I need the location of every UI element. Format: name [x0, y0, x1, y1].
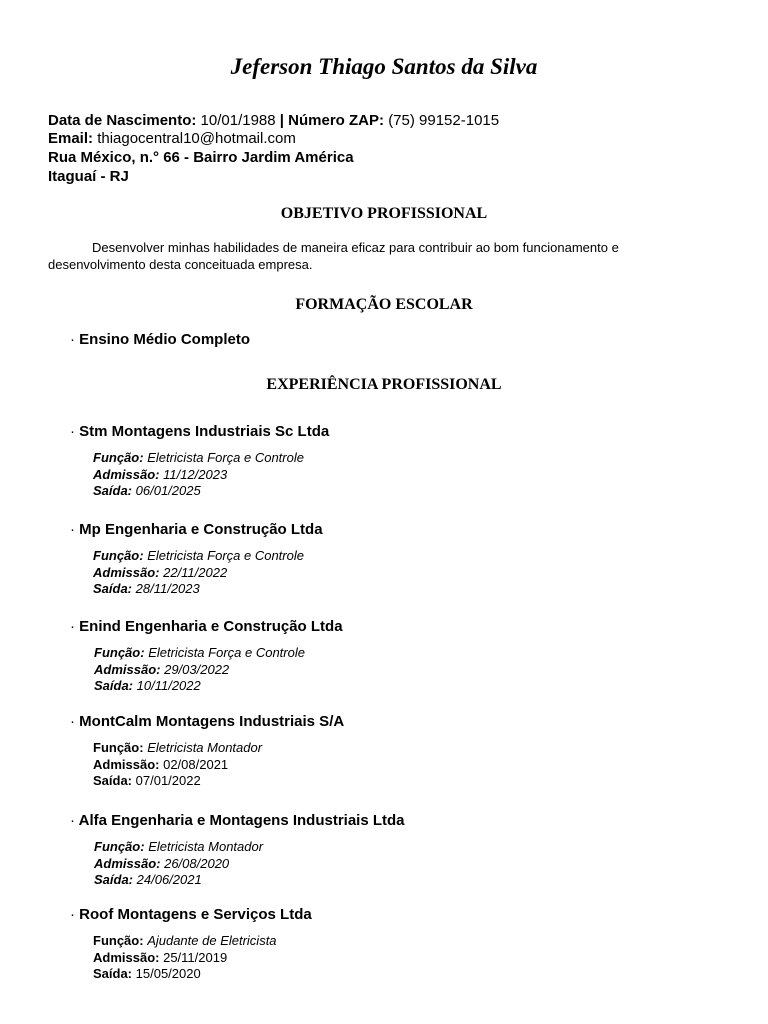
role-label: Função: [93, 548, 144, 563]
job-admission-line [93, 467, 227, 484]
education-heading: FORMAÇÃO ESCOLAR [295, 296, 473, 313]
job-exit-line [94, 678, 201, 695]
bullet: · [70, 521, 75, 538]
company-name: Roof Montagens e Serviços Ltda [79, 906, 312, 923]
company-name: Stm Montagens Industriais Sc Ltda [79, 423, 330, 440]
job-role-line [94, 839, 263, 856]
admission-label: Admissão: [94, 855, 161, 871]
job-company [70, 521, 323, 538]
birth-label: Data de Nascimento: [48, 112, 197, 129]
birth-phone-line [48, 111, 499, 130]
job-exit-line [93, 773, 201, 790]
job-admission-line [93, 565, 227, 582]
job-role-line [94, 645, 305, 662]
company-name: Enind Engenharia e Construção Ltda [79, 618, 343, 635]
admission-label: Admissão: [93, 466, 160, 482]
job-exit-line [94, 872, 202, 889]
bullet: · [70, 618, 75, 635]
job-role-line [93, 450, 304, 467]
bullet: · [70, 906, 75, 923]
job-admission-line [94, 662, 229, 679]
exit-label: Saída: [93, 773, 133, 788]
exit-label: Saída: [93, 966, 133, 981]
bullet: · [70, 713, 75, 730]
experience-heading: EXPERIÊNCIA PROFISSIONAL [266, 376, 502, 393]
role-value: Eletricista Montador [148, 839, 264, 854]
exit-value: 24/06/2021 [136, 872, 202, 887]
exit-value: 07/01/2022 [135, 773, 201, 788]
role-label: Função: [93, 933, 144, 948]
job-company [70, 812, 405, 829]
role-value: Eletricista Força e Controle [147, 450, 304, 465]
exit-value: 15/05/2020 [135, 966, 201, 981]
email-line [48, 129, 296, 148]
job-company [70, 423, 329, 440]
exit-label: Saída: [93, 483, 133, 498]
role-value: Ajudante de Eletricista [147, 933, 277, 948]
education-item-label: Ensino Médio Completo [79, 331, 251, 348]
admission-label: Admissão: [93, 564, 160, 580]
role-label: Função: [93, 450, 144, 465]
admission-value: 26/08/2020 [164, 855, 230, 871]
bullet: · [70, 812, 75, 829]
objective-text: Desenvolver minhas habilidades de maneira eficaz para contribuir ao bom funcionamento e desenvolvimento desta conceituada empresa. [48, 240, 619, 272]
job-exit-line [93, 966, 201, 983]
company-name: Alfa Engenharia e Montagens Industriais Ltda [78, 812, 405, 829]
phone-value: (75) 99152-1015 [388, 112, 500, 129]
admission-value: 02/08/2021 [163, 756, 229, 772]
job-role-line [93, 740, 262, 757]
objective-heading: OBJETIVO PROFISSIONAL [280, 205, 488, 222]
address-line: Rua México, n.° 66 - Bairro Jardim América [48, 149, 354, 166]
admission-value: 11/12/2023 [163, 466, 228, 482]
bullet: · [70, 331, 75, 348]
job-admission-line [94, 856, 229, 873]
job-company [70, 713, 344, 730]
candidate-name: Jeferson Thiago Santos da Silva [230, 54, 538, 79]
exit-label: Saída: [93, 581, 133, 596]
birth-value: 10/01/1988 [200, 112, 276, 129]
bullet: · [70, 423, 75, 440]
education-item [70, 331, 250, 348]
email-value: thiagocentral10@hotmail.com [97, 130, 296, 147]
role-label: Função: [94, 645, 145, 660]
role-value: Eletricista Força e Controle [148, 645, 305, 660]
job-company [70, 618, 343, 635]
role-label: Função: [93, 740, 144, 755]
job-exit-line [93, 581, 200, 598]
role-value: Eletricista Força e Controle [147, 548, 304, 563]
admission-label: Admissão: [94, 661, 161, 677]
admission-label: Admissão: [93, 756, 160, 772]
role-value: Eletricista Montador [147, 740, 263, 755]
job-role-line [93, 548, 304, 565]
exit-value: 28/11/2023 [135, 581, 200, 596]
job-admission-line [93, 950, 227, 967]
role-label: Função: [94, 839, 145, 854]
separator: | [279, 112, 284, 129]
admission-value: 29/03/2022 [164, 661, 230, 677]
company-name: Mp Engenharia e Construção Ltda [79, 521, 323, 538]
email-label: Email: [48, 130, 94, 147]
job-company [70, 906, 312, 923]
city-line: Itaguaí - RJ [48, 168, 129, 185]
admission-value: 25/11/2019 [163, 949, 228, 965]
company-name: MontCalm Montagens Industriais S/A [79, 713, 345, 730]
job-admission-line [93, 757, 228, 774]
job-exit-line [93, 483, 201, 500]
phone-label: Número ZAP: [288, 112, 385, 129]
admission-value: 22/11/2022 [163, 564, 228, 580]
exit-value: 10/11/2022 [136, 678, 201, 693]
admission-label: Admissão: [93, 949, 160, 965]
job-role-line [93, 933, 277, 950]
exit-label: Saída: [94, 678, 134, 693]
exit-label: Saída: [94, 872, 134, 887]
exit-value: 06/01/2025 [135, 483, 201, 498]
